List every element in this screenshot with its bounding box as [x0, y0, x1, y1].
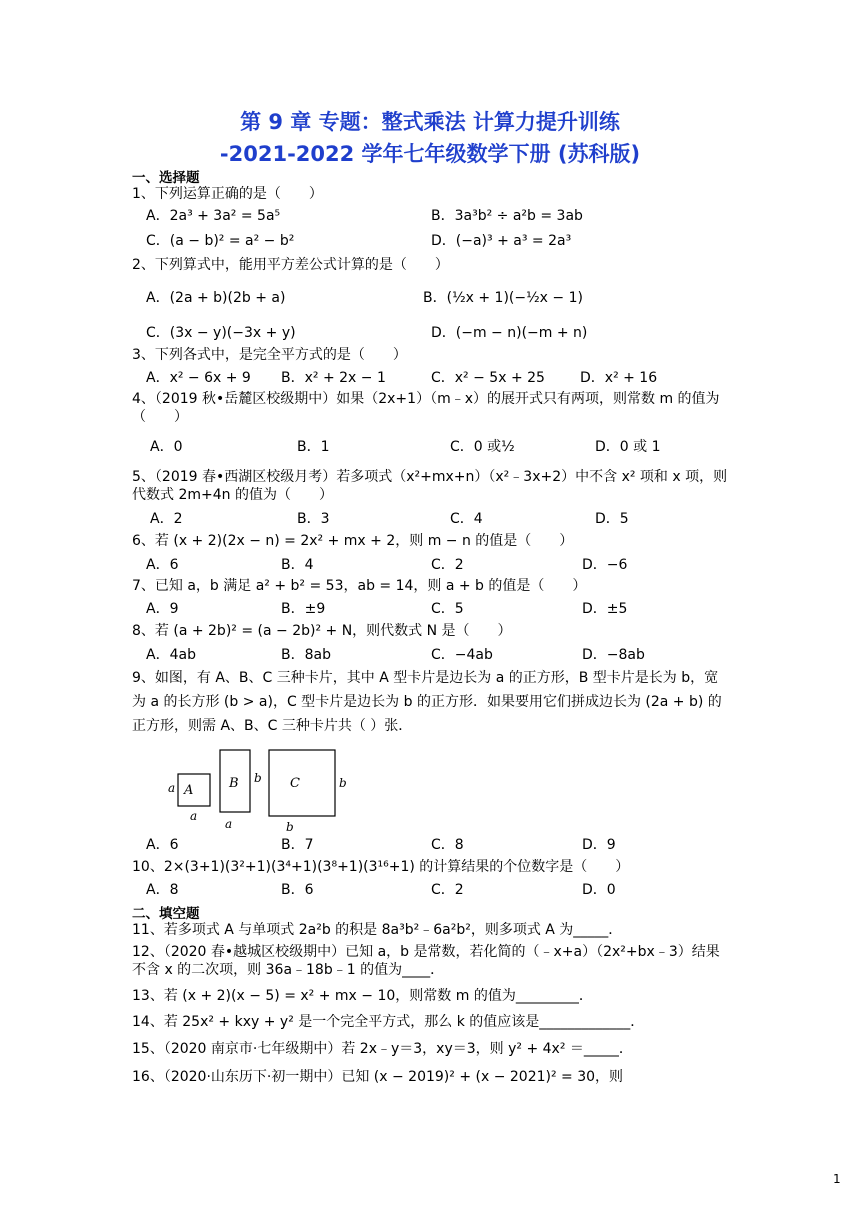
- question-5: 5、（2019 春•西湖区校级月考）若多项式（x²+mx+n）（x²﹣3x+2）中不含 x² 项和 x 项，则代数式 2m+4n 的值为（ ）: [132, 469, 728, 503]
- option-1a: A．2a³ + 3a² = 5a⁵: [146, 208, 281, 224]
- option-10a: A．8: [146, 882, 179, 898]
- question-13: 13、若 (x + 2)(x − 5) = x² + mx − 10，则常数 m 的值为_________．: [132, 988, 593, 1004]
- page-number: 1: [833, 1172, 841, 1186]
- label-a-left: a: [168, 781, 176, 795]
- option-7d: D．±5: [582, 601, 628, 617]
- option-7b: B．±9: [281, 601, 326, 617]
- option-4c: C．0 或½: [450, 439, 515, 455]
- question-3: 3、下列各式中，是完全平方式的是（ ）: [132, 347, 407, 363]
- option-6c: C．2: [431, 557, 464, 573]
- question-14: 14、若 25x² + kxy + y² 是一个完全平方式，那么 k 的值应该是_____________．: [132, 1014, 645, 1030]
- label-a-under-b: a: [225, 817, 233, 831]
- option-2a: A．(2a + b)(2b + a): [146, 290, 286, 306]
- option-10b: B．6: [281, 882, 314, 898]
- question-12: 12、（2020 春•越城区校级期中）已知 a，b 是常数，若化简的（﹣x+a）（2x²+bx﹣3）结果不含 x 的二次项，则 36a﹣18b﹣1 的值为____．: [132, 944, 720, 978]
- option-6a: A．6: [146, 557, 179, 573]
- question-11: 11、若多项式 A 与单项式 2a²b 的积是 8a³b²﹣6a²b²，则多项式 A 为_____．: [132, 922, 623, 938]
- label-b-c-right: b: [339, 776, 347, 790]
- label-A: A: [184, 783, 194, 798]
- option-1d: D．(−a)³ + a³ = 2a³: [431, 233, 572, 249]
- option-8a: A．4ab: [146, 647, 196, 663]
- option-4b: B．1: [297, 439, 330, 455]
- question-15: 15、（2020 南京市·七年级期中）若 2x﹣y＝3，xy＝3，则 y² + 4x² ＝_____．: [132, 1041, 633, 1057]
- option-10c: C．2: [431, 882, 464, 898]
- option-9d: D．9: [582, 837, 616, 853]
- option-9a: A．6: [146, 837, 179, 853]
- option-8d: D．−8ab: [582, 647, 645, 663]
- question-8: 8、若 (a + 2b)² = (a − 2b)² + N，则代数式 N 是（ ）: [132, 623, 512, 639]
- option-7a: A．9: [146, 601, 179, 617]
- section-heading-choice: 一、选择题: [132, 170, 200, 186]
- title-line-2: -2021-2022 学年七年级数学下册 (苏科版): [219, 142, 641, 166]
- option-1c: C．(a − b)² = a² − b²: [146, 233, 295, 249]
- option-8c: C．−4ab: [431, 647, 493, 663]
- option-6d: D．−6: [582, 557, 628, 573]
- option-9b: B．7: [281, 837, 314, 853]
- title-line-1: 第 9 章 专题：整式乘法 计算力提升训练: [240, 110, 620, 134]
- option-10d: D．0: [582, 882, 616, 898]
- section-heading-fill: 二、填空题: [132, 906, 200, 922]
- option-2d: D．(−m − n)(−m + n): [431, 325, 588, 341]
- option-3b: B．x² + 2x − 1: [281, 370, 386, 386]
- option-6b: B．4: [281, 557, 314, 573]
- option-5a: A．2: [150, 511, 183, 527]
- card-a-square: [178, 774, 210, 806]
- option-2c: C．(3x − y)(−3x + y): [146, 325, 296, 341]
- option-3c: C．x² − 5x + 25: [431, 370, 545, 386]
- question-9: 9、如图，有 A、B、C 三种卡片，其中 A 型卡片是边长为 a 的正方形，B 型卡片是长为 b，宽为 a 的长方形 (b > a)，C 型卡片是边长为 b 的正方形．如果要用它们拼成边长为 (2a + b) 的正方形，则需 A、B、C 三种卡片共（ ）张．: [132, 670, 722, 734]
- option-4a: A．0: [150, 439, 183, 455]
- option-5d: D．5: [595, 511, 629, 527]
- card-c-square: [269, 750, 335, 816]
- label-C: C: [290, 776, 300, 791]
- question-7: 7、已知 a，b 满足 a² + b² = 53，ab = 14，则 a + b 的值是（ ）: [132, 578, 587, 594]
- question-2: 2、下列算式中，能用平方差公式计算的是（ ）: [132, 257, 449, 273]
- option-1b: B．3a³b² ÷ a²b = 3ab: [431, 208, 583, 224]
- option-5b: B．3: [297, 511, 330, 527]
- label-b-right: b: [254, 771, 262, 785]
- option-3a: A．x² − 6x + 9: [146, 370, 251, 386]
- question-4: 4、（2019 秋•岳麓区校级期中）如果（2x+1）（m﹣x）的展开式只有两项，则常数 m 的值为（ ）: [132, 391, 720, 425]
- option-8b: B．8ab: [281, 647, 331, 663]
- label-B: B: [229, 776, 239, 791]
- label-b-c-bottom: b: [286, 820, 294, 834]
- option-4d: D．0 或 1: [595, 439, 661, 455]
- question-10: 10、2×(3+1)(3²+1)(3⁴+1)(3⁸+1)(3¹⁶+1) 的计算结果的个位数字是（ ）: [132, 859, 630, 875]
- option-2b: B．(½x + 1)(−½x − 1): [423, 290, 583, 306]
- option-5c: C．4: [450, 511, 483, 527]
- label-a-bottom: a: [190, 809, 198, 823]
- option-3d: D．x² + 16: [580, 370, 658, 386]
- option-9c: C．8: [431, 837, 464, 853]
- option-7c: C．5: [431, 601, 464, 617]
- question-6: 6、若 (x + 2)(2x − n) = 2x² + mx + 2，则 m − n 的值是（ ）: [132, 533, 574, 549]
- question-16: 16、（2020·山东历下·初一期中）已知 (x − 2019)² + (x − 2021)² = 30，则: [132, 1069, 624, 1085]
- card-figure: [160, 742, 360, 837]
- question-1: 1、下列运算正确的是（ ）: [132, 186, 323, 202]
